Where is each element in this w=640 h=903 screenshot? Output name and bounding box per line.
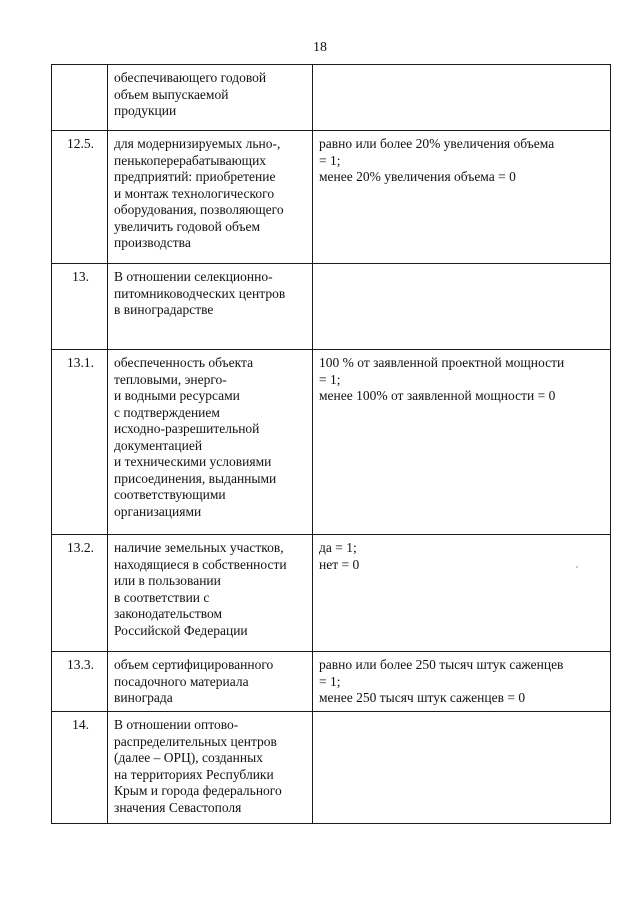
page-number: 18	[313, 40, 327, 55]
criteria-table	[51, 64, 611, 824]
criterion-cell	[108, 264, 313, 350]
criterion-line: обеспеченность объекта	[114, 355, 254, 370]
criterion-line: в виноградарстве	[114, 302, 214, 317]
criterion-line: производства	[114, 235, 191, 250]
criterion-line: законодательством	[114, 606, 223, 621]
table-row-13-1	[52, 350, 611, 535]
table-body	[52, 65, 611, 824]
criterion-line: увеличить годовой объем	[114, 218, 261, 234]
criterion-line: и техническими условиями	[114, 454, 272, 469]
criterion-line: посадочного материала	[114, 673, 249, 689]
criterion-line: для модернизируемых льно-,	[114, 136, 281, 151]
criterion-line: документацией	[114, 437, 203, 453]
criterion-cell	[108, 535, 313, 652]
item-number-cell: 13.1.	[52, 350, 108, 535]
score-line: равно или более 20% увеличения объема	[319, 136, 555, 151]
item-number-cell: 13.	[52, 264, 108, 350]
criterion-cell	[108, 652, 313, 712]
table-row-13-2	[52, 535, 611, 652]
score-line: менее 250 тысяч штук саженцев = 0	[319, 690, 526, 705]
criterion-line: и водными ресурсами	[114, 388, 240, 403]
criterion-line: продукции	[114, 103, 177, 118]
score-cell	[313, 264, 611, 350]
criterion-line: значения Севастополя	[114, 799, 242, 815]
score-line: менее 100% от заявленной мощности = 0	[319, 388, 556, 403]
score-line: нет = 0	[319, 556, 360, 572]
criterion-line: или в пользовании	[114, 573, 221, 588]
table-row-continuation	[52, 65, 611, 131]
table-row-13	[52, 264, 611, 350]
criterion-line: распределительных центров	[114, 733, 277, 749]
score-cell	[313, 712, 611, 824]
criterion-cell	[108, 712, 313, 824]
score-line: менее 20% увеличения объема = 0	[319, 169, 516, 184]
criterion-line: пенькоперерабатывающих	[114, 152, 267, 168]
criterion-line: тепловыми, энерго-	[114, 371, 227, 387]
criterion-line: обеспечивающего годовой	[114, 70, 267, 85]
score-cell	[313, 350, 611, 535]
criterion-line: Крым и города федерального	[114, 783, 282, 798]
table-row-13-3	[52, 652, 611, 712]
criterion-line: с подтверждением	[114, 404, 220, 420]
criterion-line: находящиеся в собственности	[114, 556, 287, 572]
criterion-line: присоединения, выданными	[114, 470, 277, 486]
item-number-cell	[52, 65, 108, 131]
criterion-line: организациями	[114, 503, 202, 519]
item-number-cell: 12.5.	[52, 131, 108, 264]
criterion-line: и монтаж технологического	[114, 185, 275, 201]
scan-speck	[576, 566, 578, 568]
criterion-line: (далее – ОРЦ), созданных	[114, 750, 263, 765]
criterion-line: В отношении селекционно-	[114, 269, 273, 284]
score-line: = 1;	[319, 673, 341, 689]
criterion-line: объем выпускаемой	[114, 86, 229, 102]
criterion-line: объем сертифицированного	[114, 657, 274, 672]
score-line: = 1;	[319, 152, 341, 168]
criterion-line: оборудования, позволяющего	[114, 202, 284, 217]
criterion-line: на территориях Республики	[114, 766, 274, 782]
criterion-line: в соответствии с	[114, 589, 210, 605]
item-number-cell: 14.	[52, 712, 108, 824]
score-cell	[313, 652, 611, 712]
score-line: да = 1;	[319, 540, 357, 555]
score-cell	[313, 65, 611, 131]
criterion-cell	[108, 350, 313, 535]
table-row-12-5	[52, 131, 611, 264]
score-line: 100 % от заявленной проектной мощности	[319, 355, 565, 370]
criterion-line: Российской Федерации	[114, 622, 248, 638]
criterion-line: винограда	[114, 690, 173, 705]
criterion-line: соответствующими	[114, 487, 226, 502]
criterion-line: питомниководческих центров	[114, 285, 286, 301]
score-cell	[313, 131, 611, 264]
item-number-cell: 13.3.	[52, 652, 108, 712]
score-cell	[313, 535, 611, 652]
criterion-line: предприятий: приобретение	[114, 169, 276, 184]
criterion-line: исходно-разрешительной	[114, 421, 260, 436]
criterion-line: наличие земельных участков,	[114, 540, 284, 555]
score-line: = 1;	[319, 371, 341, 387]
criterion-cell	[108, 65, 313, 131]
item-number-cell: 13.2.	[52, 535, 108, 652]
criterion-line: В отношении оптово-	[114, 717, 239, 732]
score-line: равно или более 250 тысяч штук саженцев	[319, 657, 564, 672]
criterion-cell	[108, 131, 313, 264]
table-row-14	[52, 712, 611, 824]
